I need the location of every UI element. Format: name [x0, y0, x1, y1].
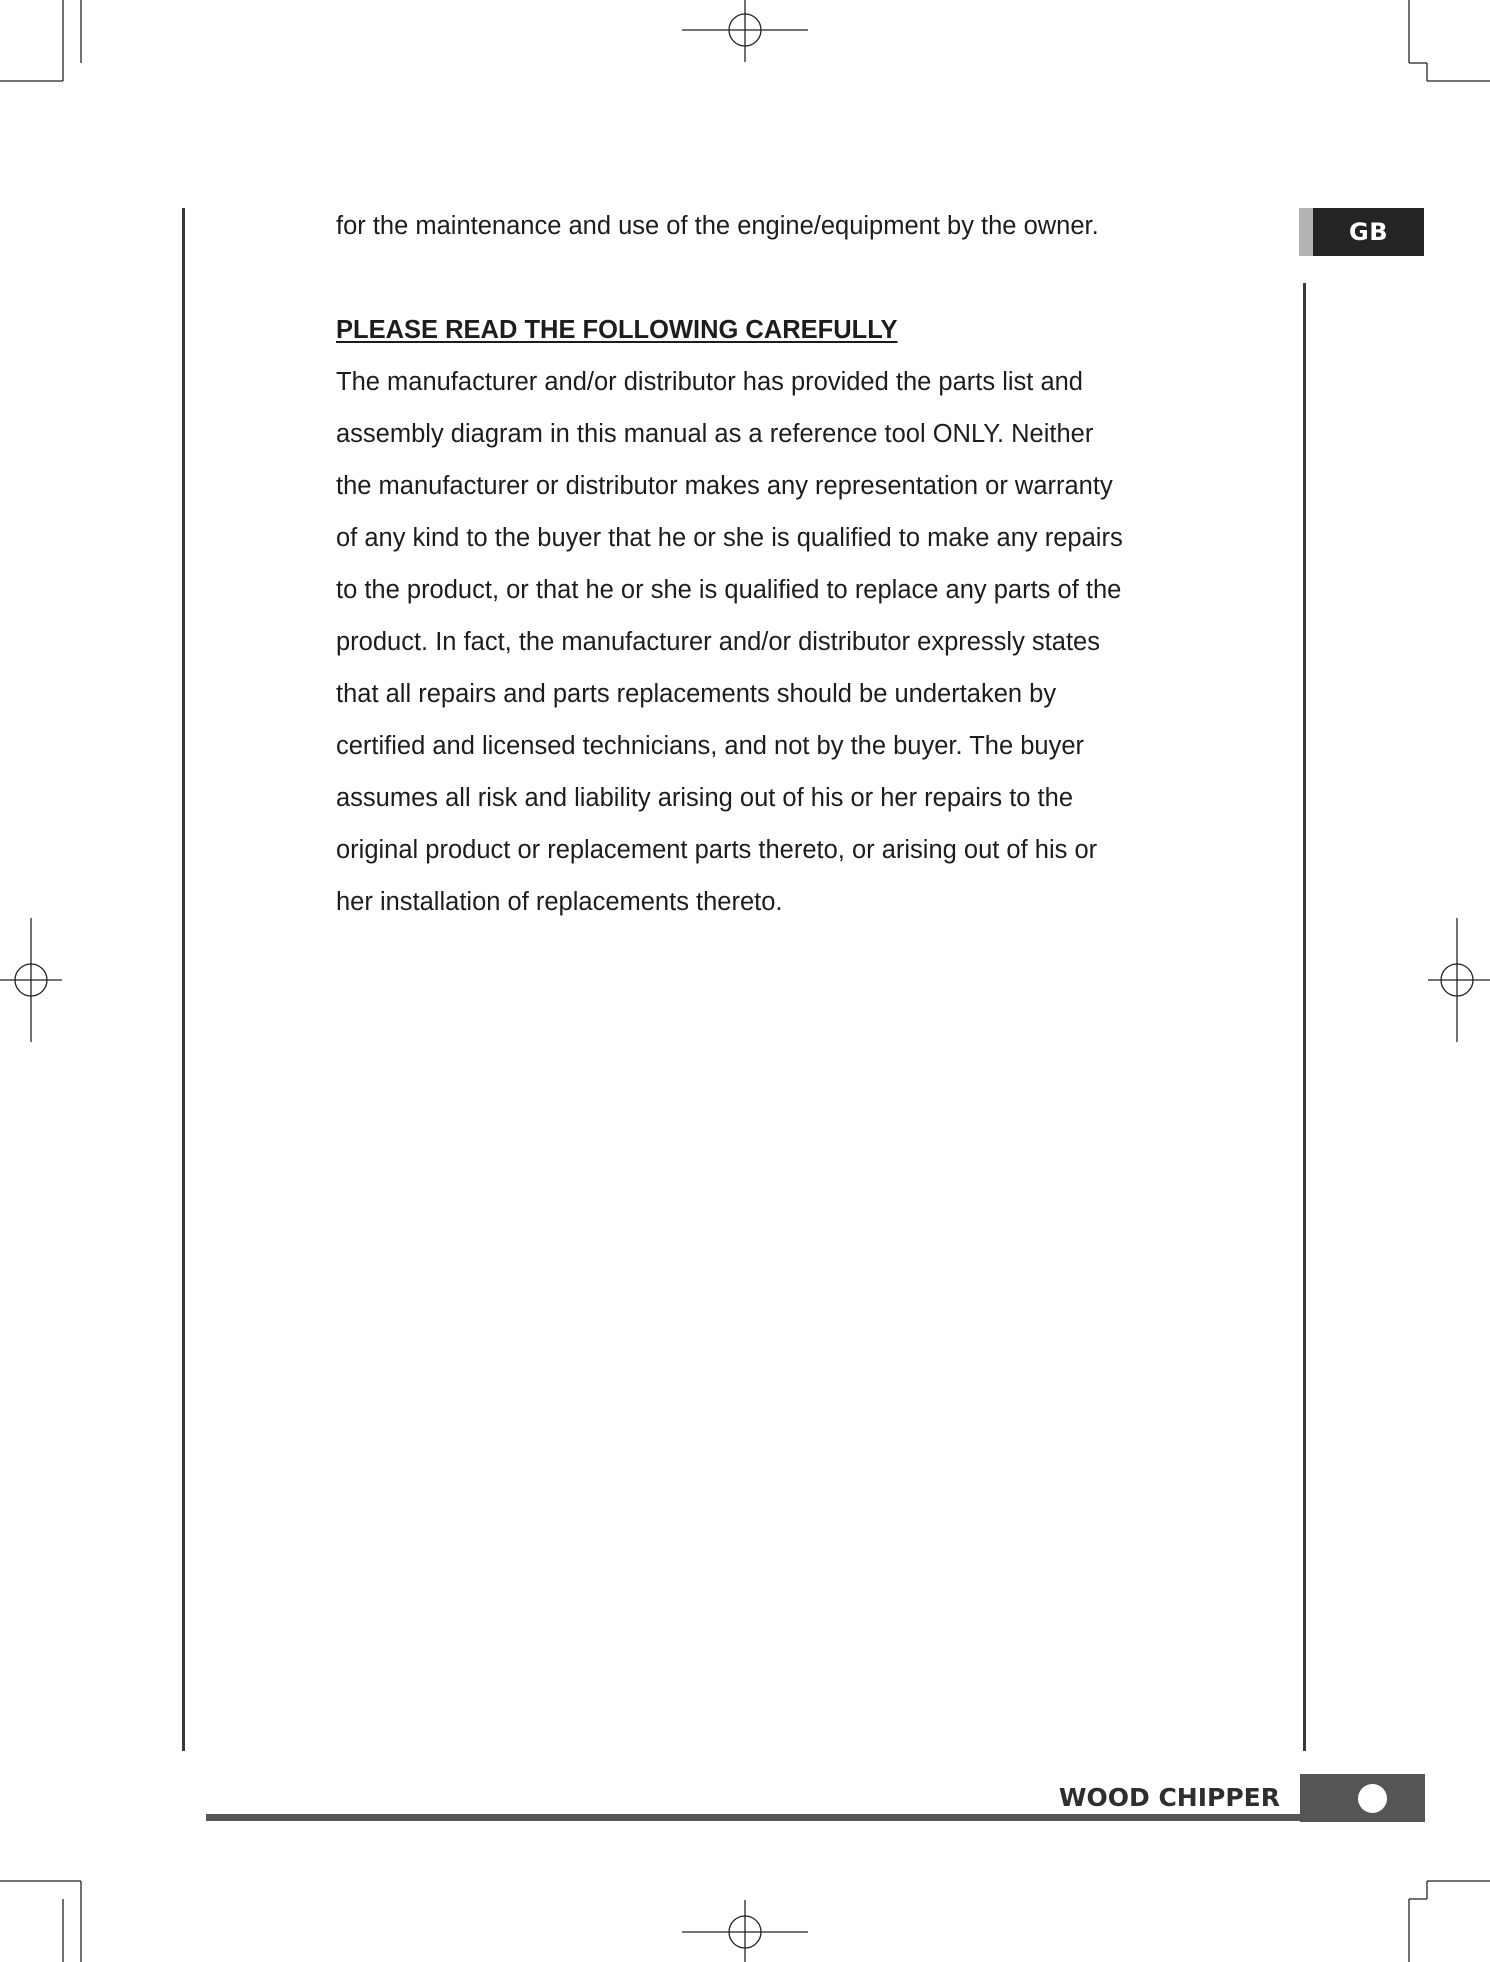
paragraph-line: original product or replacement parts thereto, or arising out of his or [336, 836, 1098, 864]
paragraph-line: assumes all risk and liability arising out of his or her repairs to the [336, 784, 1073, 812]
paragraph-line: the manufacturer or distributor makes any representation or warranty [336, 472, 1113, 500]
left-margin-rule [182, 208, 185, 1751]
footer-rule [206, 1814, 1425, 1821]
paragraph-line: that all repairs and parts replacements should be undertaken by [336, 680, 1057, 708]
language-tab-label: GB [1349, 218, 1388, 246]
language-tab-edge [1299, 208, 1313, 256]
language-tab [1299, 208, 1424, 256]
paragraph-line: certified and licensed technicians, and not by the buyer. The buyer [336, 732, 1085, 760]
paragraph-line: The manufacturer and/or distributor has provided the parts list and [336, 368, 1083, 396]
paragraph-line: to the product, or that he or she is qualified to replace any parts of the [336, 576, 1122, 604]
right-margin-rule [1303, 283, 1306, 1751]
intro-line: for the maintenance and use of the engine/equipment by the owner. [336, 212, 1099, 240]
page-number-dot [1358, 1784, 1387, 1813]
body-text [336, 200, 1196, 928]
paragraph-line: her installation of replacements thereto. [336, 888, 783, 916]
section-heading: PLEASE READ THE FOLLOWING CAREFULLY [336, 316, 898, 344]
paragraph-line: product. In fact, the manufacturer and/or distributor expressly states [336, 628, 1100, 656]
footer-product-title: WOOD CHIPPER [1058, 1783, 1280, 1812]
paragraph-line: of any kind to the buyer that he or she is qualified to make any repairs [336, 524, 1123, 552]
paragraph-line: assembly diagram in this manual as a reference tool ONLY. Neither [336, 420, 1094, 448]
